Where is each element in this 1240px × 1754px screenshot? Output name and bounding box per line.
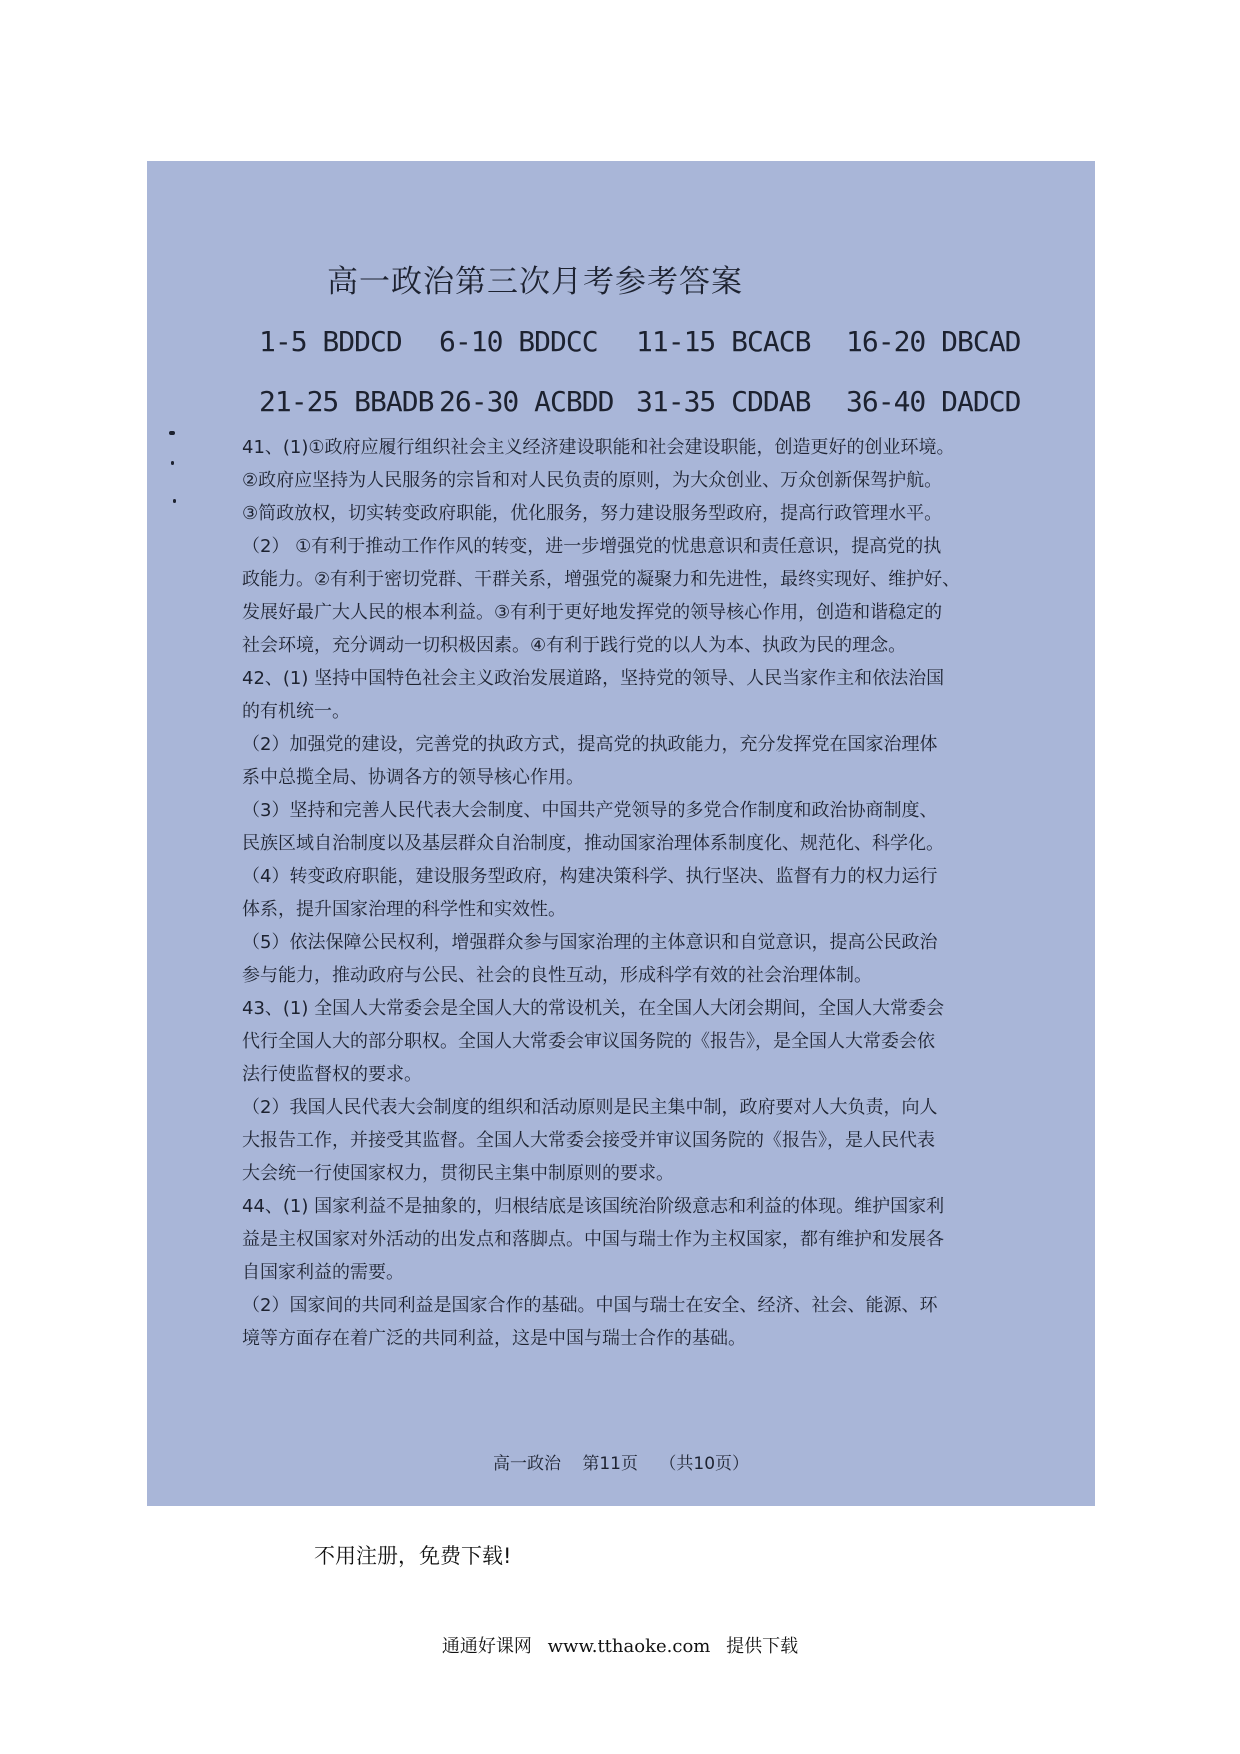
- text-line: ②政府应坚持为人民服务的宗旨和对人民负责的原则，为大众创业、万众创新保驾护航。: [242, 470, 943, 491]
- document-title: 高一政治第三次月考参考答案: [327, 264, 743, 300]
- answer-group: 21-25 BBADB: [259, 384, 434, 418]
- answer-group: 16-20 DBCAD: [846, 324, 1021, 358]
- text-line: 系中总揽全局、协调各方的领导核心作用。: [242, 767, 584, 788]
- margin-mark: [171, 461, 174, 465]
- text-line: 大会统一行使国家权力，贯彻民主集中制原则的要求。: [242, 1163, 674, 1184]
- answer-text: [242, 431, 1072, 1355]
- answer-group: 36-40 DADCD: [846, 384, 1021, 418]
- answer-key: [259, 311, 1049, 431]
- footer-page-number: 第11页: [582, 1454, 638, 1474]
- text-line: 44、(1) 国家利益不是抽象的，归根结底是该国统治阶级意志和利益的体现。维护国家利: [242, 1196, 945, 1217]
- text-line: 自国家利益的需要。: [242, 1262, 404, 1283]
- source-site-name: 通通好课网: [441, 1636, 532, 1657]
- text-line: ③简政放权，切实转变政府职能，优化服务，努力建设服务型政府，提高行政管理水平。: [242, 503, 943, 524]
- answer-group: 1-5 BDDCD: [259, 324, 402, 358]
- answer-group: 11-15 BCACB: [636, 324, 811, 358]
- page-footer: [147, 1449, 1095, 1474]
- text-line: 民族区域自治制度以及基层群众自治制度，推动国家治理体系制度化、规范化、科学化。: [242, 833, 944, 854]
- text-line: （2）我国人民代表大会制度的组织和活动原则是民主集中制，政府要对人大负责，向人: [242, 1097, 938, 1118]
- text-line: 41、(1)①政府应履行组织社会主义经济建设职能和社会建设职能，创造更好的创业环境。: [242, 437, 955, 458]
- footer-total-pages: （共10页）: [659, 1454, 750, 1474]
- margin-mark: [173, 499, 176, 503]
- answer-group: 6-10 BDDCC: [439, 324, 598, 358]
- text-line: 发展好最广大人民的根本利益。③有利于更好地发挥党的领导核心作用，创造和谐稳定的: [242, 602, 943, 623]
- text-line: 境等方面存在着广泛的共同利益，这是中国与瑞士合作的基础。: [242, 1328, 746, 1349]
- text-line: 益是主权国家对外活动的出发点和落脚点。中国与瑞士作为主权国家，都有维护和发展各: [242, 1229, 944, 1250]
- text-line: 代行全国人大的部分职权。全国人大常委会审议国务院的《报告》，是全国人大常委会依: [242, 1031, 935, 1052]
- margin-marks: [167, 431, 187, 511]
- text-line: （5）依法保障公民权利，增强群众参与国家治理的主体意识和自觉意识，提高公民政治: [242, 932, 938, 953]
- answer-group: 26-30 ACBDD: [439, 384, 614, 418]
- answer-group: 31-35 CDDAB: [636, 384, 811, 418]
- margin-mark: [169, 431, 175, 435]
- text-line: 社会环境，充分调动一切积极因素。④有利于践行党的以人为本、执政为民的理念。: [242, 635, 907, 656]
- text-line: 43、(1) 全国人大常委会是全国人大的常设机关，在全国人大闭会期间，全国人大常委会: [242, 998, 945, 1019]
- text-line: 参与能力，推动政府与公民、社会的良性互动，形成科学有效的社会治理体制。: [242, 965, 872, 986]
- scanned-answer-sheet-photo: [147, 161, 1095, 1506]
- download-note: 不用注册，免费下载!: [314, 1544, 512, 1568]
- text-line: 法行使监督权的要求。: [242, 1064, 422, 1085]
- text-line: （2）国家间的共同利益是国家合作的基础。中国与瑞士在安全、经济、社会、能源、环: [242, 1295, 938, 1316]
- footer-subject: 高一政治: [492, 1454, 561, 1474]
- text-line: 体系，提升国家治理的科学性和实效性。: [242, 899, 566, 920]
- source-url[interactable]: www.tthaoke.com: [547, 1636, 711, 1657]
- text-line: （2）加强党的建设，完善党的执政方式，提高党的执政能力，充分发挥党在国家治理体: [242, 734, 938, 755]
- text-line: （4）转变政府职能，建设服务型政府，构建决策科学、执行坚决、监督有力的权力运行: [242, 866, 938, 887]
- source-line: [0, 1632, 1240, 1658]
- text-line: （3）坚持和完善人民代表大会制度、中国共产党领导的多党合作制度和政治协商制度、: [242, 800, 938, 821]
- text-line: 42、(1) 坚持中国特色社会主义政治发展道路，坚持党的领导、人民当家作主和依法治国: [242, 668, 945, 689]
- source-suffix: 提供下载: [726, 1636, 799, 1657]
- text-line: （2） ①有利于推动工作作风的转变，进一步增强党的忧患意识和责任意识，提高党的执: [242, 536, 942, 557]
- answer-row: [259, 311, 1049, 371]
- text-line: 的有机统一。: [242, 701, 350, 722]
- text-line: 政能力。②有利于密切党群、干群关系，增强党的凝聚力和先进性，最终实现好、维护好、: [242, 569, 961, 590]
- answer-row: [259, 371, 1049, 431]
- text-line: 大报告工作，并接受其监督。全国人大常委会接受并审议国务院的《报告》，是人民代表: [242, 1130, 935, 1151]
